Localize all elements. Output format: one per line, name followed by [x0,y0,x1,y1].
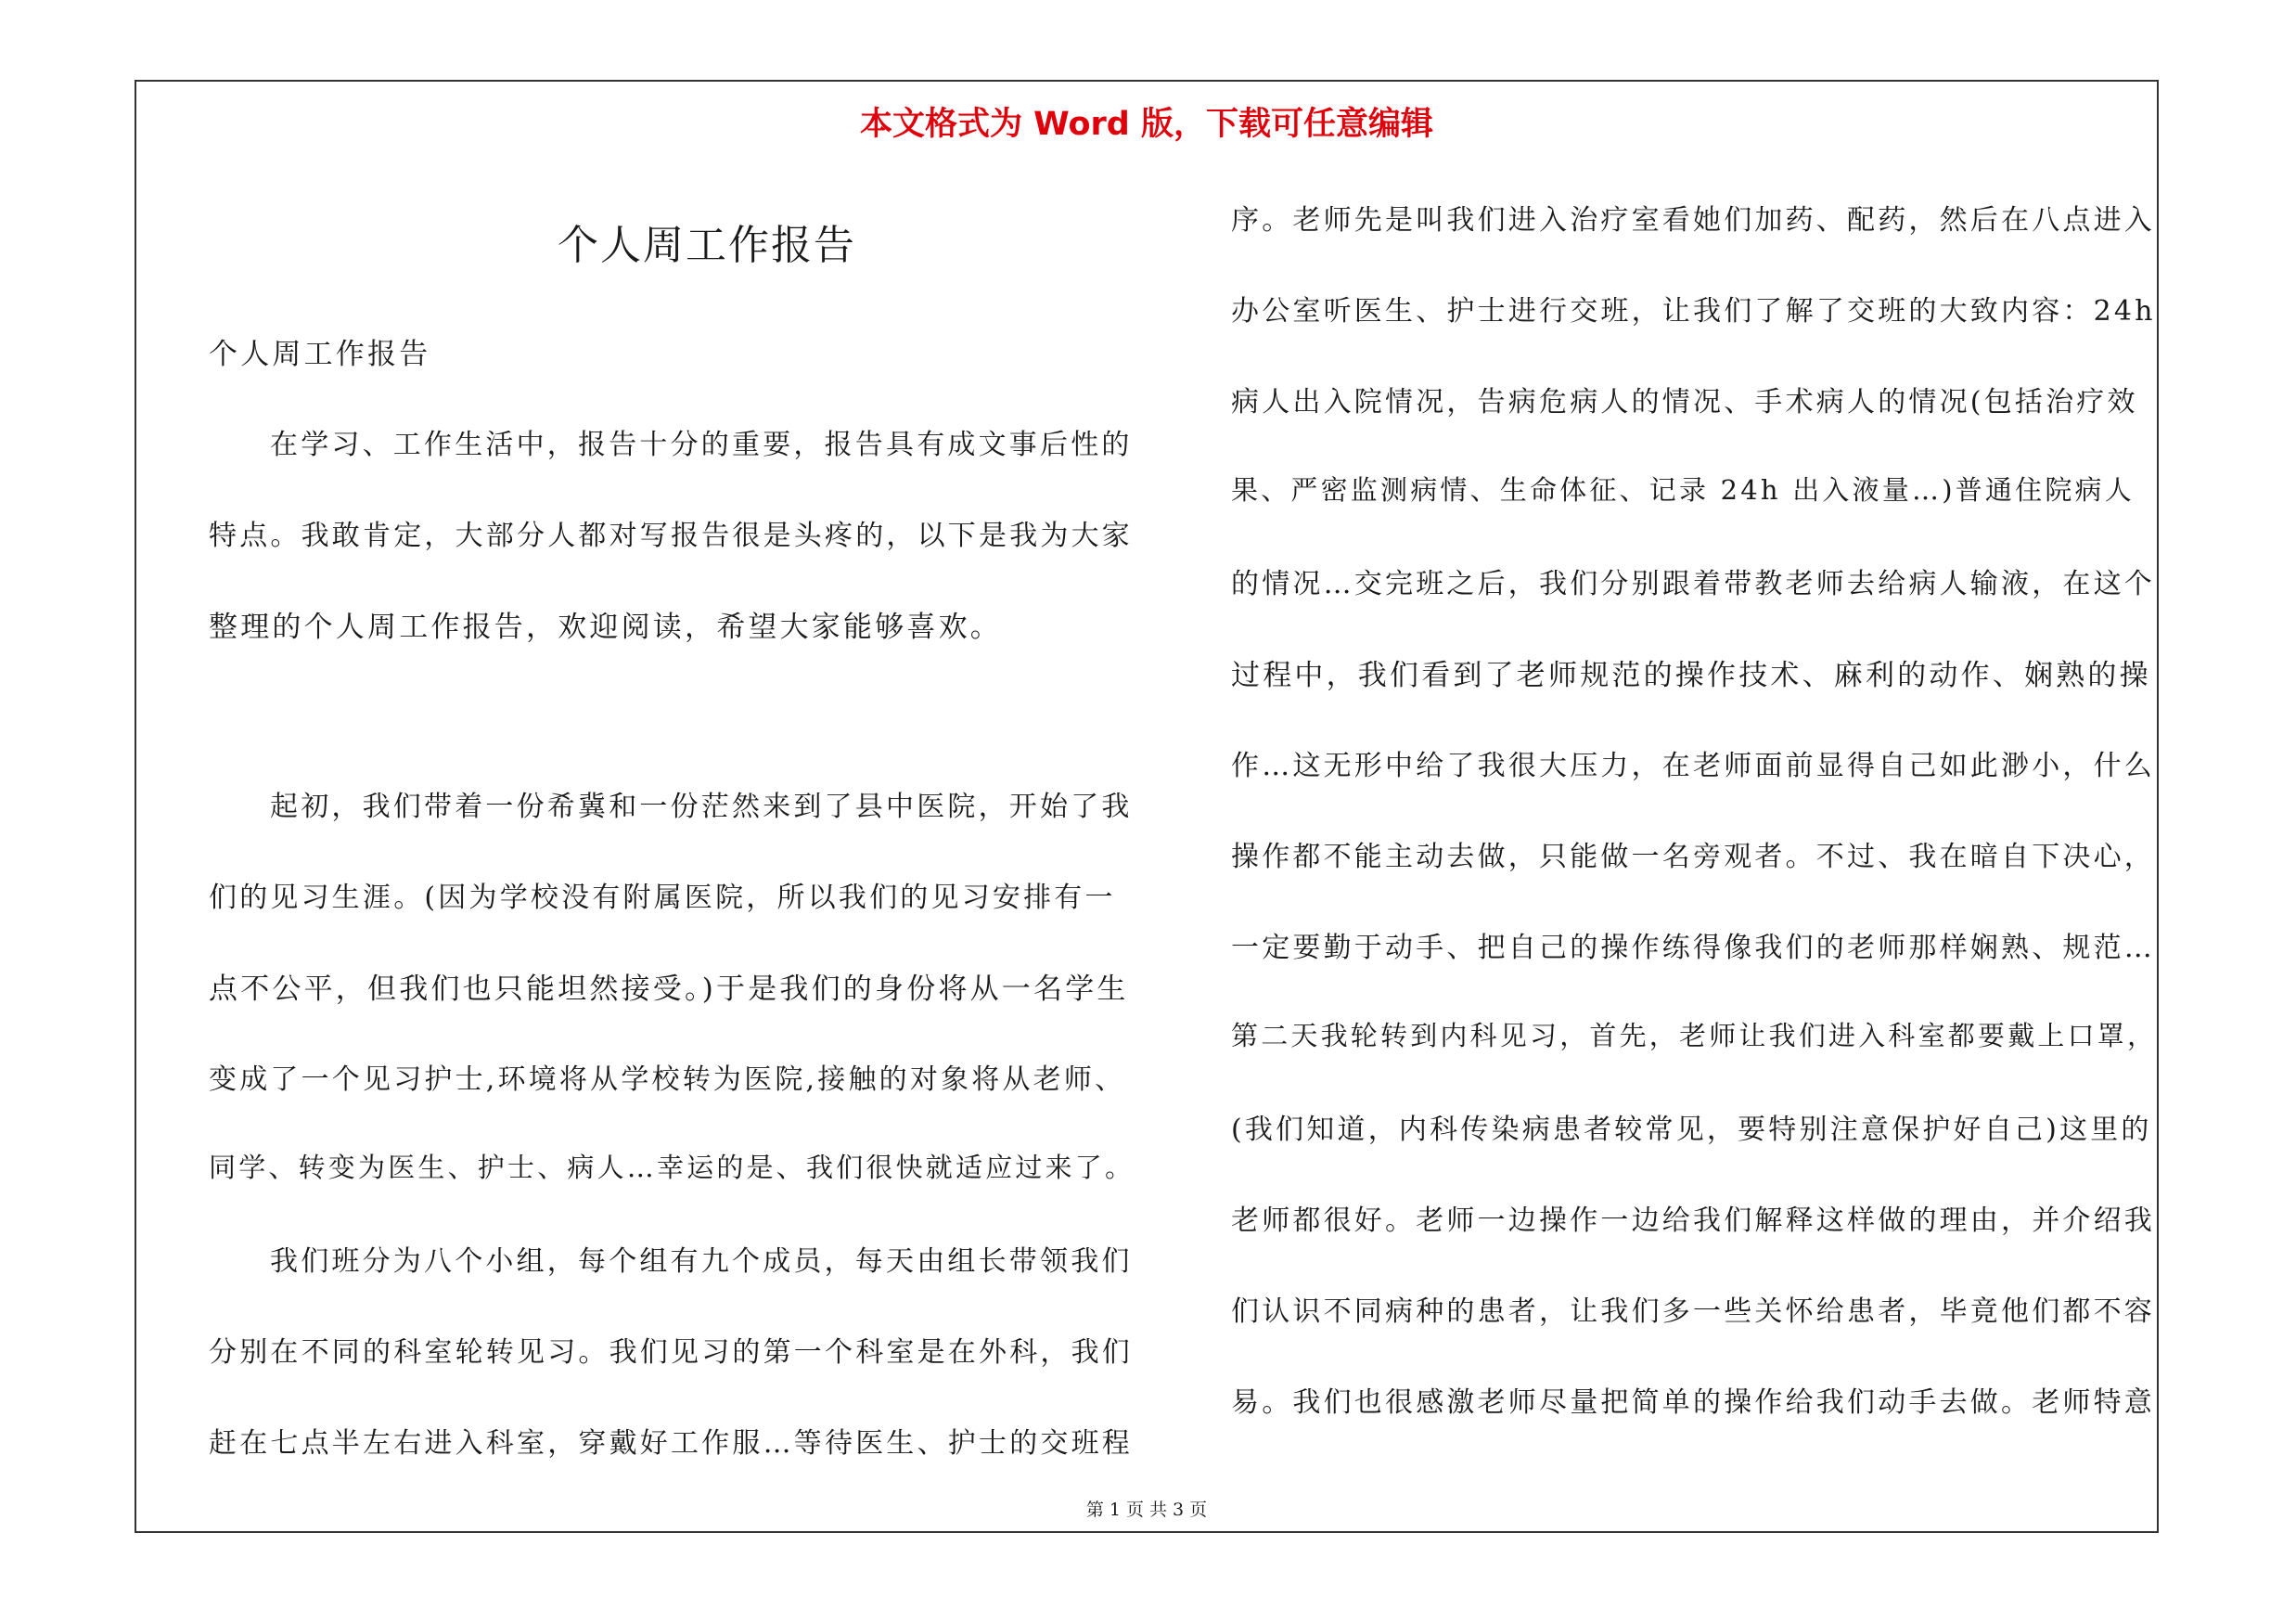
text-line: 个人周工作报告 [209,338,431,371]
text-line: 易。我们也很感激老师尽量把简单的操作给我们动手去做。老师特意 [1231,1386,2155,1419]
text-line: 作…这无形中给了我很大压力，在老师面前显得自己如此渺小，什么 [1231,750,2155,782]
text-line: 们的见习生涯。(因为学校没有附属医院，所以我们的见习安排有一 [209,882,1116,914]
text-line: 点不公平，但我们也只能坦然接受。)于是我们的身份将从一名学生 [209,973,1129,1006]
text-line: 们认识不同病种的患者，让我们多一些关怀给患者，毕竟他们都不容 [1231,1295,2155,1328]
text-line: 特点。我敢肯定，大部分人都对写报告很是头疼的，以下是我为大家 [209,520,1133,552]
text-line: 过程中，我们看到了老师规范的操作技术、麻利的动作、娴熟的操 [1231,659,2151,692]
document-title: 个人周工作报告 [558,222,856,269]
text-line: 办公室听医生、护士进行交班，让我们了解了交班的大致内容：24h [1231,295,2156,328]
page-number-footer: 第 1 页 共 3 页 [1085,1500,1208,1520]
text-line: 操作都不能主动去做，只能做一名旁观者。不过、我在暗自下决心， [1231,841,2155,873]
text-line: 病人出入院情况，告病危病人的情况、手术病人的情况(包括治疗效 [1231,386,2138,419]
text-line: 老师都很好。老师一边操作一边给我们解释这样做的理由，并介绍我 [1231,1204,2155,1237]
text-line: 同学、转变为医生、护士、病人…幸运的是、我们很快就适应过来了。 [209,1152,1135,1183]
text-line: 赶在七点半左右进入科室，穿戴好工作服…等待医生、护士的交班程 [209,1427,1133,1460]
text-line: 第二天我轮转到内科见习，首先，老师让我们进入科室都要戴上口罩， [1231,1020,2158,1051]
text-line: 果、严密监测病情、生命体征、记录 24h 出入液量…)普通住院病人 [1231,474,2135,506]
text-line: 变成了一个见习护士,环境将从学校转为医院,接触的对象将从老师、 [209,1063,1126,1096]
text-line: 序。老师先是叫我们进入治疗室看她们加药、配药，然后在八点进入 [1231,204,2155,237]
page-frame [135,80,2159,1533]
text-line: 整理的个人周工作报告，欢迎阅读，希望大家能够喜欢。 [209,611,1002,644]
text-line: 的情况…交完班之后，我们分别跟着带教老师去给病人输液，在这个 [1231,568,2155,600]
text-line: 一定要勤于动手、把自己的操作练得像我们的老师那样娴熟、规范… [1231,932,2155,964]
text-line: 在学习、工作生活中，报告十分的重要，报告具有成文事后性的 [270,429,1133,461]
text-line: 分别在不同的科室轮转见习。我们见习的第一个科室是在外科，我们 [209,1336,1133,1369]
word-format-banner: 本文格式为 Word 版，下载可任意编辑 [859,106,1434,143]
text-line: (我们知道，内科传染病患者较常见，要特别注意保护好自己)这里的 [1231,1114,2152,1146]
text-line: 我们班分为八个小组，每个组有九个成员，每天由组长带领我们 [270,1245,1133,1278]
text-line: 起初，我们带着一份希冀和一份茫然来到了县中医院，开始了我 [270,791,1133,823]
